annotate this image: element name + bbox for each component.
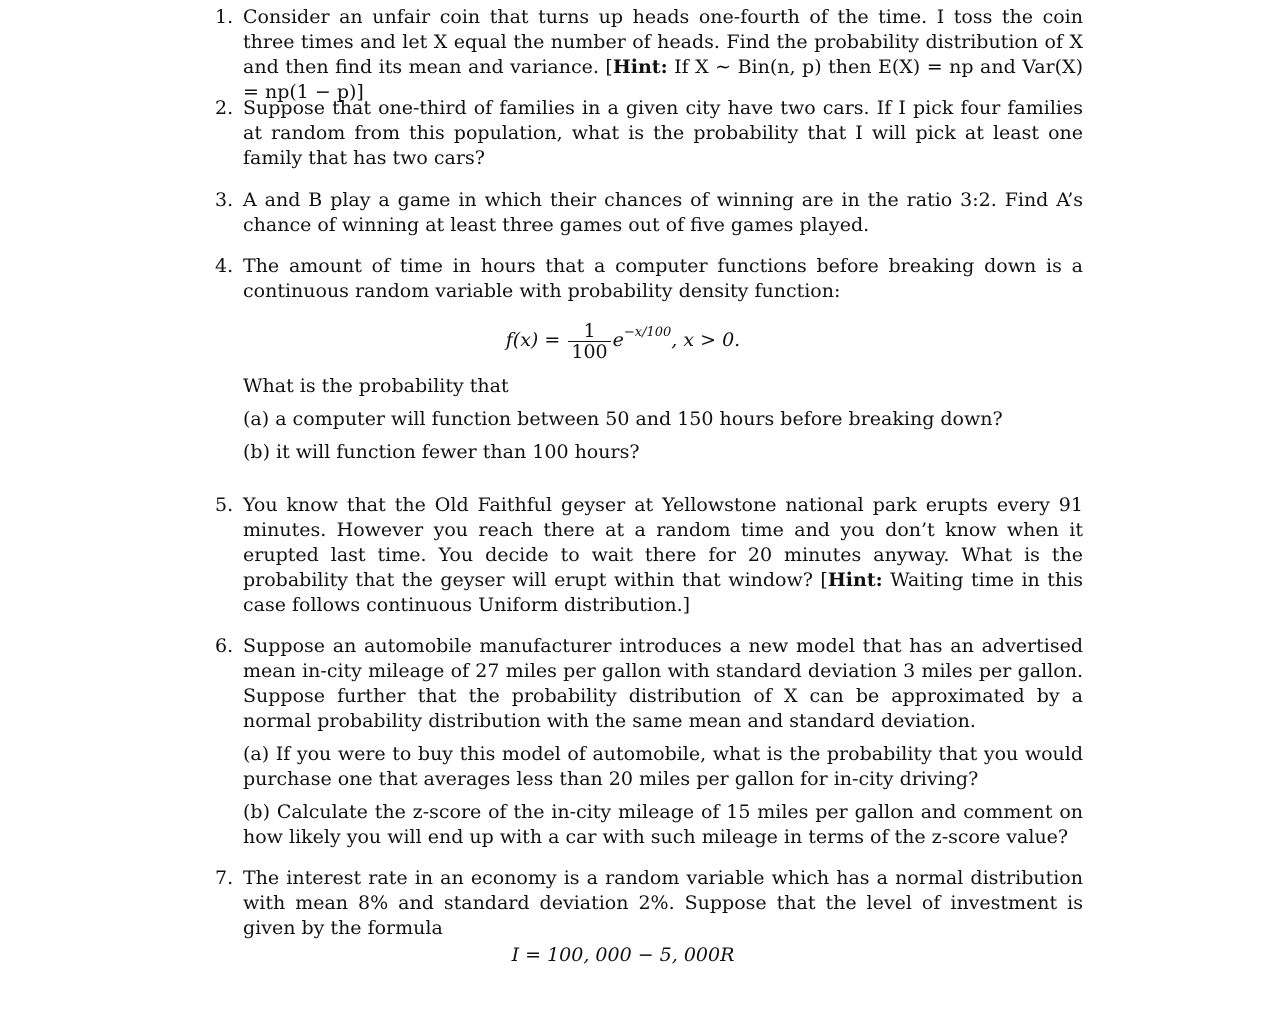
hint-label: Hint: xyxy=(612,56,668,78)
problem-2 xyxy=(215,96,1083,171)
problem-text: You know that the Old Faithful geyser at Yellowstone national park erupts every 91 minutes. However you reach there at a random time and you don’t know when it erupted last time. You decide to wait there for 20 minutes anyway. What is the probability that the geyser will erupt within that window? [Hint: Waiting time in this case follows continuous Uniform distribution.] xyxy=(243,494,1083,616)
part-b: (b) Calculate the z-score of the in-city mileage of 15 miles per gallon and comment on how likely you will end up with a car with such mileage in terms of the z-score value? xyxy=(243,801,1083,848)
problem-text: The amount of time in hours that a computer functions before breaking down is a continuous random variable with probability density function: xyxy=(243,255,1083,302)
hint-label: Hint: xyxy=(827,569,883,591)
fraction: $\frac{1}{100}$ xyxy=(568,321,610,362)
problem-number: 4. xyxy=(215,255,234,277)
problem-text: A and B play a game in which their chances of winning are in the ratio 3:2. Find A’s chance of winning at least three games out of five games played. xyxy=(243,189,1083,236)
problem-number: 3. xyxy=(215,189,234,211)
problem-number: 6. xyxy=(215,635,234,657)
problem-number: 5. xyxy=(215,494,234,516)
problem-text: Consider an unfair coin that turns up heads one-fourth of the time. I toss the coin three times and let X equal the number of heads. Find the probability distribution of X and then find its mean and variance. [Hint: If X ∼ Bin(n, p) then E(X) = np and Var(X) = np(1 − p)] xyxy=(243,6,1083,103)
problem-number: 2. xyxy=(215,97,234,119)
part-a: (a) a computer will function between 50 and 150 hours before breaking down? xyxy=(243,407,1003,430)
problem-number: 7. xyxy=(215,867,234,889)
problem-7 xyxy=(215,866,1083,968)
problem-text: Suppose an automobile manufacturer introduces a new model that has an advertised mean in-city mileage of 27 miles per gallon with standard deviation 3 miles per gallon. Suppose further that the probability distribution of X can be approximated by a normal probability distribution with the same mean and standard deviation. xyxy=(243,635,1083,732)
problem-4 xyxy=(215,254,1083,465)
investment-equation: I = 100, 000 − 5, 000R xyxy=(511,944,735,966)
problem-3 xyxy=(215,188,1083,238)
problem-text: The interest rate in an economy is a random variable which has a normal distribution with mean 8% and standard deviation 2%. Suppose that the level of investment is given by the formula xyxy=(243,867,1083,939)
part-a: (a) If you were to buy this model of automobile, what is the probability that you would purchase one that averages less than 20 miles per gallon for in-city driving? xyxy=(243,743,1083,790)
problem-text: Suppose that one-third of families in a given city have two cars. If I pick four families at random from this population, what is the probability that I will pick at least one family that has two cars? xyxy=(243,97,1083,169)
problem-number: 1. xyxy=(215,6,234,28)
question-lead: What is the probability that xyxy=(243,374,509,397)
problem-6 xyxy=(215,634,1083,850)
problem-1 xyxy=(215,5,1083,105)
part-b: (b) it will function fewer than 100 hours? xyxy=(243,440,640,463)
density-equation: f(x) = $\frac{1}{100}$ $e^{-x/100}$, x > 0. xyxy=(505,319,741,363)
problem-5 xyxy=(215,493,1083,618)
